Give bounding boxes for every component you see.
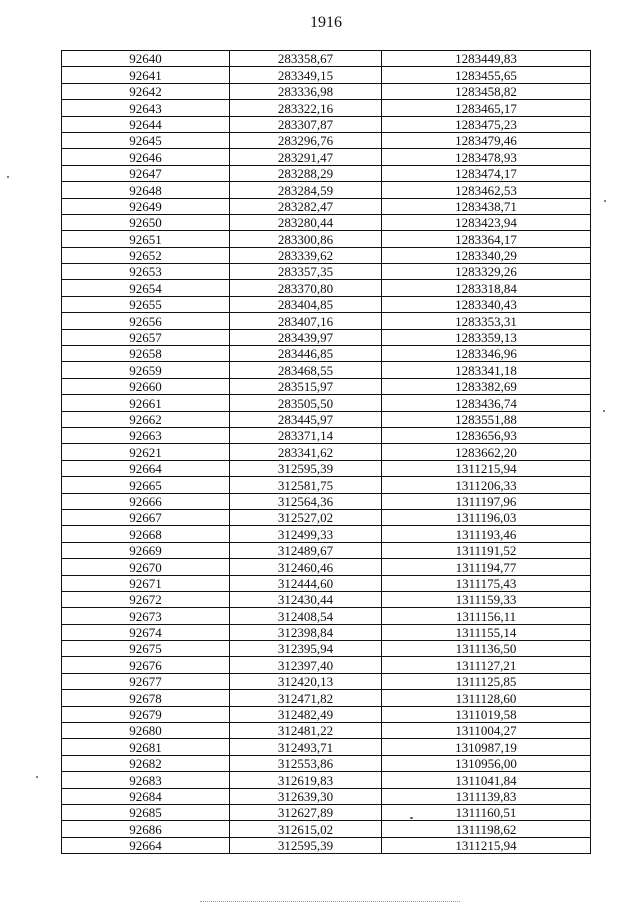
y-coordinate-cell: 1283449,83 (382, 51, 591, 67)
table-row (62, 526, 591, 542)
point-number-cell: 92669 (62, 542, 230, 558)
table-row (62, 788, 591, 804)
y-coordinate-cell: 1283382,69 (382, 378, 591, 394)
table-row (62, 395, 591, 411)
point-number-cell: 92653 (62, 264, 230, 280)
table-row (62, 542, 591, 558)
scan-speck (410, 817, 413, 819)
x-coordinate-cell: 283280,44 (230, 214, 382, 230)
x-coordinate-cell: 283288,29 (230, 165, 382, 181)
point-number-cell: 92683 (62, 772, 230, 788)
scan-edge-line (200, 901, 460, 902)
point-number-cell: 92646 (62, 149, 230, 165)
table-row (62, 821, 591, 837)
x-coordinate-cell: 283341,62 (230, 444, 382, 460)
coordinates-table (61, 50, 591, 854)
point-number-cell: 92666 (62, 493, 230, 509)
table-row (62, 231, 591, 247)
y-coordinate-cell: 1311136,50 (382, 641, 591, 657)
table-row (62, 559, 591, 575)
x-coordinate-cell: 283370,80 (230, 280, 382, 296)
y-coordinate-cell: 1311175,43 (382, 575, 591, 591)
x-coordinate-cell: 312420,13 (230, 673, 382, 689)
x-coordinate-cell: 312627,89 (230, 804, 382, 820)
x-coordinate-cell: 312430,44 (230, 591, 382, 607)
point-number-cell: 92674 (62, 624, 230, 640)
point-number-cell: 92686 (62, 821, 230, 837)
x-coordinate-cell: 312581,75 (230, 477, 382, 493)
point-number-cell: 92642 (62, 83, 230, 99)
y-coordinate-cell: 1311215,94 (382, 837, 591, 853)
table-row (62, 51, 591, 67)
table-row (62, 477, 591, 493)
table-row (62, 575, 591, 591)
x-coordinate-cell: 283336,98 (230, 83, 382, 99)
table-row (62, 460, 591, 476)
y-coordinate-cell: 1311191,52 (382, 542, 591, 558)
y-coordinate-cell: 1283438,71 (382, 198, 591, 214)
y-coordinate-cell: 1283364,17 (382, 231, 591, 247)
point-number-cell: 92641 (62, 67, 230, 83)
table-row (62, 67, 591, 83)
table-row (62, 411, 591, 427)
table-row (62, 509, 591, 525)
table-row (62, 804, 591, 820)
table-row (62, 116, 591, 132)
point-number-cell: 92675 (62, 641, 230, 657)
x-coordinate-cell: 283505,50 (230, 395, 382, 411)
point-number-cell: 92670 (62, 559, 230, 575)
y-coordinate-cell: 1311196,03 (382, 509, 591, 525)
y-coordinate-cell: 1311159,33 (382, 591, 591, 607)
y-coordinate-cell: 1283462,53 (382, 182, 591, 198)
table-row (62, 378, 591, 394)
x-coordinate-cell: 283439,97 (230, 329, 382, 345)
x-coordinate-cell: 283284,59 (230, 182, 382, 198)
table-row (62, 837, 591, 853)
y-coordinate-cell: 1311041,84 (382, 772, 591, 788)
table-row (62, 296, 591, 312)
point-number-cell: 92682 (62, 755, 230, 771)
x-coordinate-cell: 283468,55 (230, 362, 382, 378)
x-coordinate-cell: 283296,76 (230, 132, 382, 148)
table-row (62, 427, 591, 443)
x-coordinate-cell: 283445,97 (230, 411, 382, 427)
point-number-cell: 92685 (62, 804, 230, 820)
point-number-cell: 92661 (62, 395, 230, 411)
y-coordinate-cell: 1311128,60 (382, 690, 591, 706)
y-coordinate-cell: 1311156,11 (382, 608, 591, 624)
point-number-cell: 92667 (62, 509, 230, 525)
y-coordinate-cell: 1311215,94 (382, 460, 591, 476)
x-coordinate-cell: 312639,30 (230, 788, 382, 804)
table-row (62, 755, 591, 771)
point-number-cell: 92651 (62, 231, 230, 247)
table-row (62, 657, 591, 673)
table-row (62, 591, 591, 607)
point-number-cell: 92654 (62, 280, 230, 296)
scan-speck (604, 200, 606, 202)
point-number-cell: 92643 (62, 100, 230, 116)
point-number-cell: 92650 (62, 214, 230, 230)
x-coordinate-cell: 312398,84 (230, 624, 382, 640)
table-row (62, 772, 591, 788)
table-row (62, 608, 591, 624)
table-row (62, 264, 591, 280)
table-row (62, 132, 591, 148)
table-row (62, 247, 591, 263)
table-row (62, 165, 591, 181)
y-coordinate-cell: 1283346,96 (382, 346, 591, 362)
point-number-cell: 92679 (62, 706, 230, 722)
point-number-cell: 92662 (62, 411, 230, 427)
table-row (62, 198, 591, 214)
point-number-cell: 92652 (62, 247, 230, 263)
table-row (62, 83, 591, 99)
scan-speck (7, 176, 9, 178)
point-number-cell: 92621 (62, 444, 230, 460)
x-coordinate-cell: 283357,35 (230, 264, 382, 280)
point-number-cell: 92684 (62, 788, 230, 804)
x-coordinate-cell: 283339,62 (230, 247, 382, 263)
point-number-cell: 92648 (62, 182, 230, 198)
page-number: 1916 (310, 14, 342, 31)
y-coordinate-cell: 1283340,43 (382, 296, 591, 312)
x-coordinate-cell: 312482,49 (230, 706, 382, 722)
point-number-cell: 92680 (62, 723, 230, 739)
point-number-cell: 92678 (62, 690, 230, 706)
y-coordinate-cell: 1311125,85 (382, 673, 591, 689)
table-row (62, 100, 591, 116)
point-number-cell: 92665 (62, 477, 230, 493)
table-row (62, 624, 591, 640)
x-coordinate-cell: 312595,39 (230, 460, 382, 476)
y-coordinate-cell: 1311019,58 (382, 706, 591, 722)
table-row (62, 214, 591, 230)
x-coordinate-cell: 283322,16 (230, 100, 382, 116)
y-coordinate-cell: 1311127,21 (382, 657, 591, 673)
y-coordinate-cell: 1311206,33 (382, 477, 591, 493)
x-coordinate-cell: 312460,46 (230, 559, 382, 575)
x-coordinate-cell: 283515,97 (230, 378, 382, 394)
x-coordinate-cell: 312408,54 (230, 608, 382, 624)
y-coordinate-cell: 1311193,46 (382, 526, 591, 542)
x-coordinate-cell: 312493,71 (230, 739, 382, 755)
table-row (62, 690, 591, 706)
point-number-cell: 92649 (62, 198, 230, 214)
y-coordinate-cell: 1310956,00 (382, 755, 591, 771)
x-coordinate-cell: 312619,83 (230, 772, 382, 788)
x-coordinate-cell: 283282,47 (230, 198, 382, 214)
y-coordinate-cell: 1283455,65 (382, 67, 591, 83)
x-coordinate-cell: 312527,02 (230, 509, 382, 525)
y-coordinate-cell: 1283662,20 (382, 444, 591, 460)
y-coordinate-cell: 1283359,13 (382, 329, 591, 345)
point-number-cell: 92640 (62, 51, 230, 67)
coordinates-table-body (62, 51, 591, 854)
scan-speck (603, 410, 605, 412)
point-number-cell: 92681 (62, 739, 230, 755)
y-coordinate-cell: 1283353,31 (382, 313, 591, 329)
x-coordinate-cell: 312499,33 (230, 526, 382, 542)
table-row (62, 444, 591, 460)
x-coordinate-cell: 283349,15 (230, 67, 382, 83)
y-coordinate-cell: 1311198,62 (382, 821, 591, 837)
x-coordinate-cell: 283404,85 (230, 296, 382, 312)
point-number-cell: 92677 (62, 673, 230, 689)
x-coordinate-cell: 312481,22 (230, 723, 382, 739)
y-coordinate-cell: 1311197,96 (382, 493, 591, 509)
table-row (62, 149, 591, 165)
point-number-cell: 92676 (62, 657, 230, 673)
table-row (62, 673, 591, 689)
point-number-cell: 92644 (62, 116, 230, 132)
y-coordinate-cell: 1283458,82 (382, 83, 591, 99)
x-coordinate-cell: 283300,86 (230, 231, 382, 247)
table-row (62, 362, 591, 378)
table-row (62, 280, 591, 296)
x-coordinate-cell: 283446,85 (230, 346, 382, 362)
point-number-cell: 92660 (62, 378, 230, 394)
y-coordinate-cell: 1283551,88 (382, 411, 591, 427)
y-coordinate-cell: 1283436,74 (382, 395, 591, 411)
y-coordinate-cell: 1283423,94 (382, 214, 591, 230)
point-number-cell: 92663 (62, 427, 230, 443)
table-row (62, 739, 591, 755)
y-coordinate-cell: 1283656,93 (382, 427, 591, 443)
point-number-cell: 92658 (62, 346, 230, 362)
x-coordinate-cell: 283371,14 (230, 427, 382, 443)
x-coordinate-cell: 312397,40 (230, 657, 382, 673)
y-coordinate-cell: 1283478,93 (382, 149, 591, 165)
point-number-cell: 92656 (62, 313, 230, 329)
y-coordinate-cell: 1283465,17 (382, 100, 591, 116)
y-coordinate-cell: 1283318,84 (382, 280, 591, 296)
y-coordinate-cell: 1311139,83 (382, 788, 591, 804)
x-coordinate-cell: 312553,86 (230, 755, 382, 771)
y-coordinate-cell: 1283479,46 (382, 132, 591, 148)
point-number-cell: 92671 (62, 575, 230, 591)
point-number-cell: 92672 (62, 591, 230, 607)
point-number-cell: 92655 (62, 296, 230, 312)
table-row (62, 329, 591, 345)
y-coordinate-cell: 1283341,18 (382, 362, 591, 378)
y-coordinate-cell: 1311155,14 (382, 624, 591, 640)
x-coordinate-cell: 312489,67 (230, 542, 382, 558)
x-coordinate-cell: 283407,16 (230, 313, 382, 329)
x-coordinate-cell: 312615,02 (230, 821, 382, 837)
y-coordinate-cell: 1283474,17 (382, 165, 591, 181)
y-coordinate-cell: 1283340,29 (382, 247, 591, 263)
y-coordinate-cell: 1283329,26 (382, 264, 591, 280)
x-coordinate-cell: 312564,36 (230, 493, 382, 509)
table-row (62, 723, 591, 739)
table-row (62, 313, 591, 329)
y-coordinate-cell: 1311160,51 (382, 804, 591, 820)
table-row (62, 641, 591, 657)
point-number-cell: 92673 (62, 608, 230, 624)
table-row (62, 346, 591, 362)
x-coordinate-cell: 283291,47 (230, 149, 382, 165)
y-coordinate-cell: 1311004,27 (382, 723, 591, 739)
y-coordinate-cell: 1311194,77 (382, 559, 591, 575)
y-coordinate-cell: 1310987,19 (382, 739, 591, 755)
table-row (62, 706, 591, 722)
x-coordinate-cell: 312395,94 (230, 641, 382, 657)
point-number-cell: 92659 (62, 362, 230, 378)
x-coordinate-cell: 283307,87 (230, 116, 382, 132)
point-number-cell: 92657 (62, 329, 230, 345)
point-number-cell: 92647 (62, 165, 230, 181)
table-row (62, 182, 591, 198)
x-coordinate-cell: 283358,67 (230, 51, 382, 67)
point-number-cell: 92645 (62, 132, 230, 148)
point-number-cell: 92664 (62, 837, 230, 853)
point-number-cell: 92668 (62, 526, 230, 542)
x-coordinate-cell: 312471,82 (230, 690, 382, 706)
x-coordinate-cell: 312595,39 (230, 837, 382, 853)
point-number-cell: 92664 (62, 460, 230, 476)
scan-speck (36, 776, 38, 778)
table-row (62, 493, 591, 509)
x-coordinate-cell: 312444,60 (230, 575, 382, 591)
y-coordinate-cell: 1283475,23 (382, 116, 591, 132)
